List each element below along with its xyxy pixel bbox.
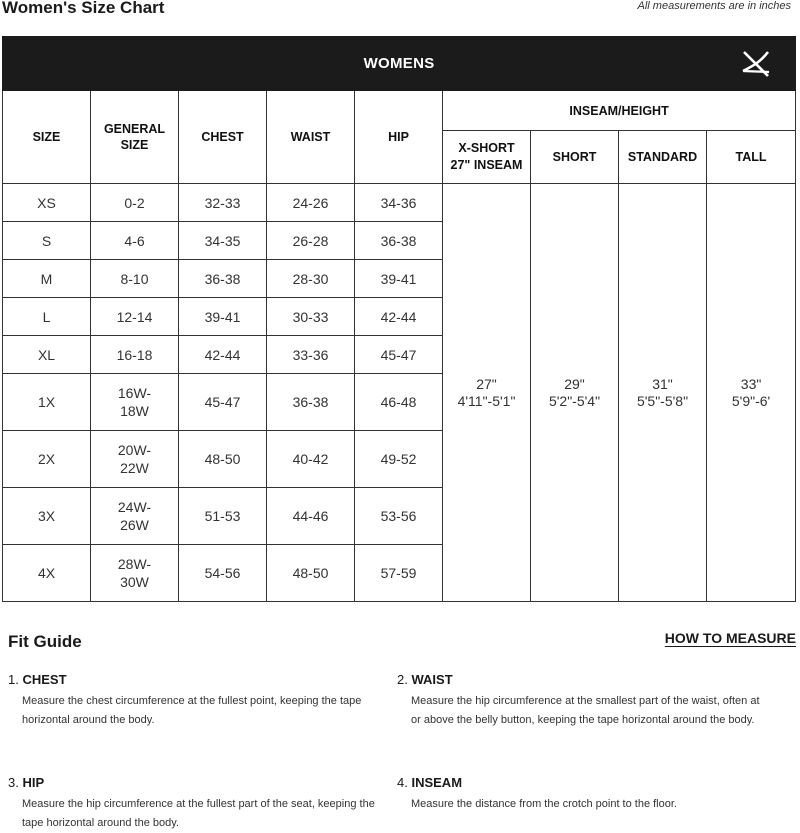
guide-item-number: 2. — [397, 672, 408, 687]
height-range: 4'11"-5'1" — [457, 392, 516, 409]
guide-item-title: HIP — [22, 775, 45, 790]
cell-chest: 42-44 — [179, 336, 267, 374]
cell-waist: 36-38 — [267, 374, 355, 431]
cell-size: 2X — [3, 431, 91, 488]
cell-waist: 24-26 — [267, 184, 355, 222]
header-tall: TALL — [707, 131, 796, 184]
page-title: Women's Size Chart — [2, 0, 165, 17]
header-xshort-line2: 27" INSEAM — [450, 158, 523, 172]
cell-chest: 36-38 — [179, 260, 267, 298]
cell-size: 1X — [3, 374, 91, 431]
cell-general-size: 16-18 — [91, 336, 179, 374]
guide-item-number: 1. — [8, 672, 19, 687]
cell-general-size: 12-14 — [91, 298, 179, 336]
cell-waist: 28-30 — [267, 260, 355, 298]
size-chart-table — [2, 36, 796, 602]
inseam-value: 27" — [476, 375, 497, 392]
cell-general-size — [91, 431, 179, 488]
general-size-value: 28W-30W — [117, 556, 152, 590]
height-range: 5'5"-5'8" — [636, 392, 689, 409]
cell-chest: 54-56 — [179, 545, 267, 602]
cell-inseam-short — [531, 184, 619, 602]
guide-item-chest — [8, 672, 378, 730]
header-xshort-line1: X-SHORT — [458, 141, 515, 155]
guide-item-heading — [397, 672, 767, 687]
table-banner — [3, 37, 796, 91]
cell-size: XS — [3, 184, 91, 222]
header-general-size — [91, 91, 179, 184]
guide-item-heading — [8, 775, 378, 790]
cell-hip: 49-52 — [355, 431, 443, 488]
header-size: SIZE — [3, 91, 91, 184]
guide-item-description: Measure the hip circumference at the fullest part of the seat, keeping the tape horizontal around the body. — [22, 798, 375, 829]
inseam-value: 33" — [740, 375, 762, 392]
cell-size: XL — [3, 336, 91, 374]
guide-item-title: WAIST — [411, 672, 453, 687]
cell-waist: 40-42 — [267, 431, 355, 488]
measurement-note: All measurements are in inches — [637, 0, 791, 12]
cell-hip: 42-44 — [355, 298, 443, 336]
guide-item-hip — [8, 775, 378, 833]
general-size-value: 20W-22W — [117, 442, 152, 476]
cell-hip: 39-41 — [355, 260, 443, 298]
cell-waist: 30-33 — [267, 298, 355, 336]
header-inseam-height: INSEAM/HEIGHT — [443, 91, 796, 131]
cell-general-size — [91, 488, 179, 545]
header-xshort — [443, 131, 531, 184]
cell-inseam-xshort — [443, 184, 531, 602]
guide-item-heading — [397, 775, 767, 790]
guide-item-title: INSEAM — [411, 775, 463, 790]
guide-item-description: Measure the hip circumference at the smallest part of the waist, often at or above the belly button, keeping the tape horizontal around the body. — [411, 695, 760, 726]
cell-hip: 57-59 — [355, 545, 443, 602]
cell-general-size — [91, 545, 179, 602]
height-range: 5'2"-5'4" — [548, 392, 601, 409]
cell-hip: 53-56 — [355, 488, 443, 545]
cell-waist: 26-28 — [267, 222, 355, 260]
cell-chest: 48-50 — [179, 431, 267, 488]
brand-x-logo-icon — [741, 49, 771, 82]
guide-item-description: Measure the distance from the crotch point to the floor. — [411, 798, 677, 810]
header-short: SHORT — [531, 131, 619, 184]
cell-hip: 36-38 — [355, 222, 443, 260]
table-row — [3, 184, 796, 222]
cell-size: L — [3, 298, 91, 336]
cell-general-size: 0-2 — [91, 184, 179, 222]
header-chest: CHEST — [179, 91, 267, 184]
how-to-measure-link[interactable]: HOW TO MEASURE — [664, 630, 796, 646]
guide-item-inseam — [397, 775, 767, 814]
cell-hip: 46-48 — [355, 374, 443, 431]
guide-item-waist — [397, 672, 767, 730]
banner-title: WOMENS — [363, 55, 435, 72]
height-range: 5'9"-6' — [731, 392, 771, 409]
cell-inseam-tall — [707, 184, 796, 602]
cell-general-size: 8-10 — [91, 260, 179, 298]
header-general-size-label: GENERAL SIZE — [103, 122, 166, 152]
general-size-value: 24W-26W — [117, 499, 152, 533]
cell-chest: 39-41 — [179, 298, 267, 336]
guide-item-title: CHEST — [22, 672, 67, 687]
cell-general-size — [91, 374, 179, 431]
inseam-value: 29" — [564, 375, 585, 392]
cell-size: S — [3, 222, 91, 260]
fit-guide-title: Fit Guide — [8, 632, 82, 651]
cell-waist: 48-50 — [267, 545, 355, 602]
cell-inseam-standard — [619, 184, 707, 602]
cell-chest: 34-35 — [179, 222, 267, 260]
guide-item-description: Measure the chest circumference at the fullest point, keeping the tape horizontal around the body. — [22, 695, 362, 726]
cell-chest: 32-33 — [179, 184, 267, 222]
cell-size: M — [3, 260, 91, 298]
general-size-value: 16W-18W — [117, 385, 152, 419]
header-hip: HIP — [355, 91, 443, 184]
cell-hip: 45-47 — [355, 336, 443, 374]
cell-waist: 33-36 — [267, 336, 355, 374]
inseam-value: 31" — [652, 375, 673, 392]
cell-hip: 34-36 — [355, 184, 443, 222]
header-waist: WAIST — [267, 91, 355, 184]
cell-waist: 44-46 — [267, 488, 355, 545]
cell-chest: 51-53 — [179, 488, 267, 545]
header-standard: STANDARD — [619, 131, 707, 184]
cell-chest: 45-47 — [179, 374, 267, 431]
guide-item-number: 4. — [397, 775, 408, 790]
guide-item-heading — [8, 672, 378, 687]
cell-size: 4X — [3, 545, 91, 602]
cell-size: 3X — [3, 488, 91, 545]
cell-general-size: 4-6 — [91, 222, 179, 260]
guide-item-number: 3. — [8, 775, 19, 790]
